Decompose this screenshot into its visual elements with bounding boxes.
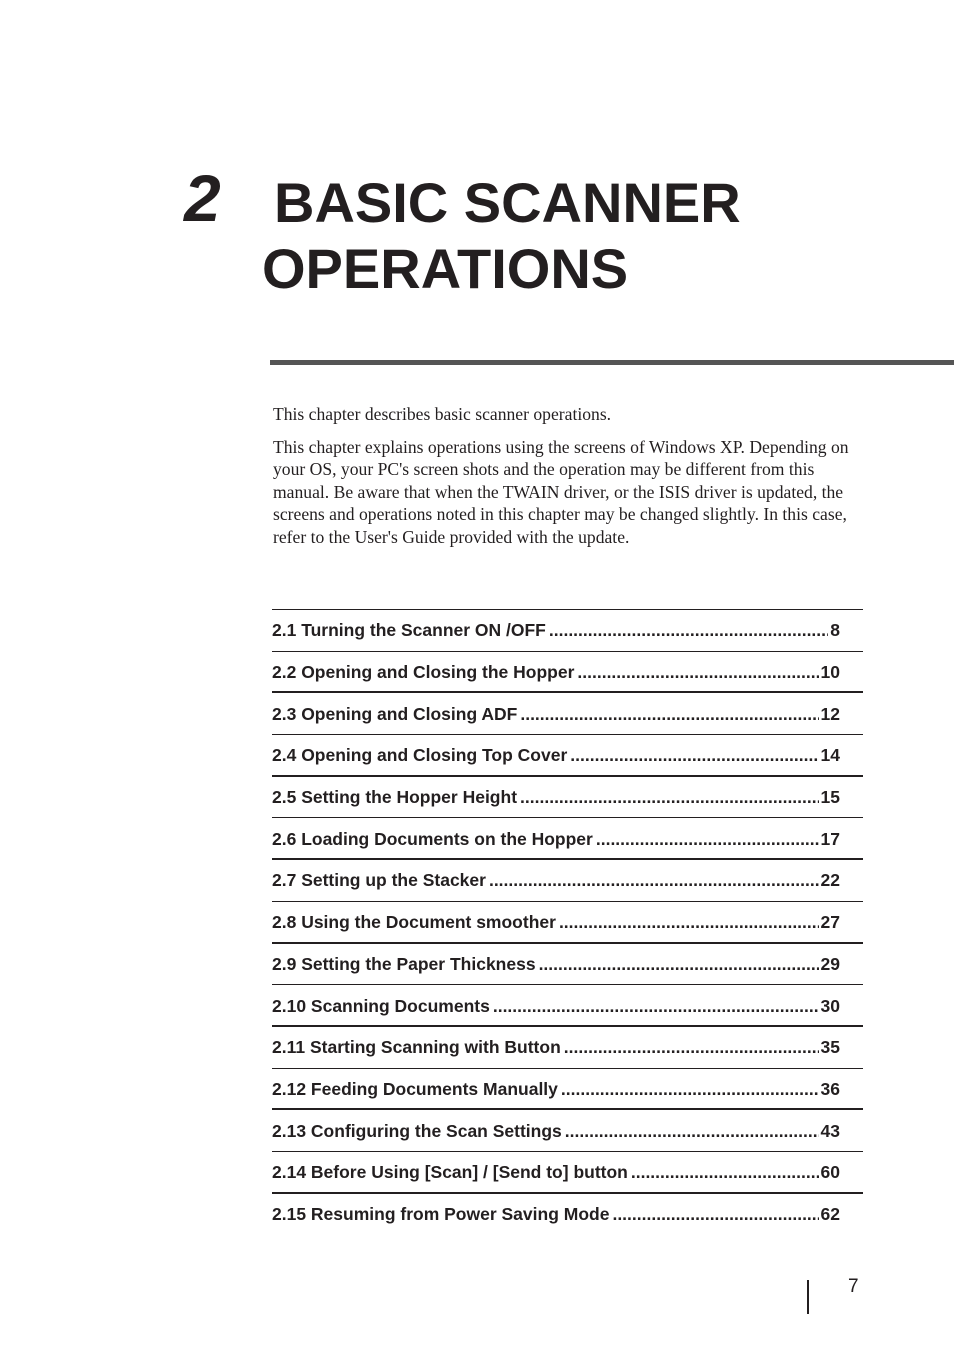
toc-entry-title: 2.5 Setting the Hopper Height [272,787,518,808]
toc-entry-title: 2.13 Configuring the Scan Settings [272,1120,562,1141]
toc-entry-page: 36 [820,1078,840,1099]
toc-entry-page: 60 [820,1162,840,1183]
toc-entry-title: 2.3 Opening and Closing ADF [272,703,518,724]
toc-entry-title: 2.10 Scanning Documents [272,995,490,1016]
toc-entry-title: 2.12 Feeding Documents Manually [272,1078,558,1099]
toc-entry[interactable] [272,818,863,860]
toc-dot-leader [564,1037,819,1058]
toc-dot-leader [493,996,819,1017]
toc-entry-title: 2.4 Opening and Closing Top Cover [272,745,568,766]
toc-dot-leader [612,1204,818,1225]
toc-entry-title: 2.8 Using the Document smoother [272,912,556,933]
toc-dot-leader [520,787,819,808]
toc-entry[interactable] [272,652,863,694]
toc-entry-page: 62 [820,1203,840,1224]
toc-entry[interactable] [272,902,863,944]
toc-dot-leader [520,704,818,725]
toc-entry-title: 2.7 Setting up the Stacker [272,870,486,891]
toc-dot-leader [489,870,819,891]
chapter-number: 2 [184,161,221,235]
chapter-intro [273,403,863,559]
toc-entry-page: 27 [820,912,840,933]
toc-entry-title: 2.6 Loading Documents on the Hopper [272,828,593,849]
toc-entry[interactable] [272,1027,863,1069]
chapter-title-line2: OPERATIONS [262,237,629,300]
toc-entry-page: 8 [830,620,840,641]
table-of-contents [272,609,863,1235]
toc-entry-title: 2.2 Opening and Closing the Hopper [272,662,575,683]
toc-dot-leader [565,1121,819,1142]
toc-entry[interactable] [272,735,863,777]
toc-entry-title: 2.1 Turning the Scanner ON /OFF [272,620,546,641]
toc-entry-page: 30 [820,995,840,1016]
toc-entry[interactable] [272,1194,863,1236]
toc-entry-page: 35 [820,1037,840,1058]
toc-entry-page: 43 [820,1120,840,1141]
toc-entry-page: 10 [820,662,840,683]
toc-dot-leader [539,954,819,975]
toc-entry-title: 2.11 Starting Scanning with Button [272,1037,561,1058]
intro-paragraph: This chapter explains operations using the screens of Windows XP. Depending on your OS, your PC's screen shots and the operation may be different from this manual. Be aware that when the TWAIN driver, or the ISIS driver is updated, the screens and operations noted in this chapter may be changed slightly. In this case, refer to the User's Guide provided with the update. [273,436,849,547]
toc-entry-page: 14 [820,745,840,766]
toc-entry-page: 12 [820,703,840,724]
toc-entry[interactable] [272,1152,863,1194]
toc-entry-page: 29 [820,953,840,974]
footer-divider [807,1280,809,1314]
chapter-title [262,170,902,302]
toc-entry-page: 17 [820,828,840,849]
toc-dot-leader [549,620,828,641]
toc-dot-leader [596,829,819,850]
toc-entry[interactable] [272,860,863,902]
toc-entry[interactable] [272,985,863,1027]
toc-entry-title: 2.15 Resuming from Power Saving Mode [272,1203,610,1224]
toc-dot-leader [559,912,819,933]
toc-dot-leader [570,745,818,766]
toc-entry-page: 15 [820,787,840,808]
toc-entry-page: 22 [820,870,840,891]
chapter-title-line1: BASIC SCANNER [274,171,741,234]
title-divider [270,360,954,365]
toc-entry[interactable] [272,944,863,986]
page-number: 7 [848,1276,859,1297]
toc-entry[interactable] [272,1110,863,1152]
toc-entry[interactable] [272,693,863,735]
toc-entry-title: 2.14 Before Using [Scan] / [Send to] button [272,1162,628,1183]
toc-entry-title: 2.9 Setting the Paper Thickness [272,953,536,974]
toc-entry[interactable] [272,1069,863,1111]
toc-dot-leader [631,1162,819,1183]
toc-entry[interactable] [272,610,863,652]
intro-paragraph: This chapter describes basic scanner operations. [273,404,612,424]
toc-dot-leader [577,662,818,683]
toc-entry[interactable] [272,777,863,819]
toc-dot-leader [561,1079,819,1100]
